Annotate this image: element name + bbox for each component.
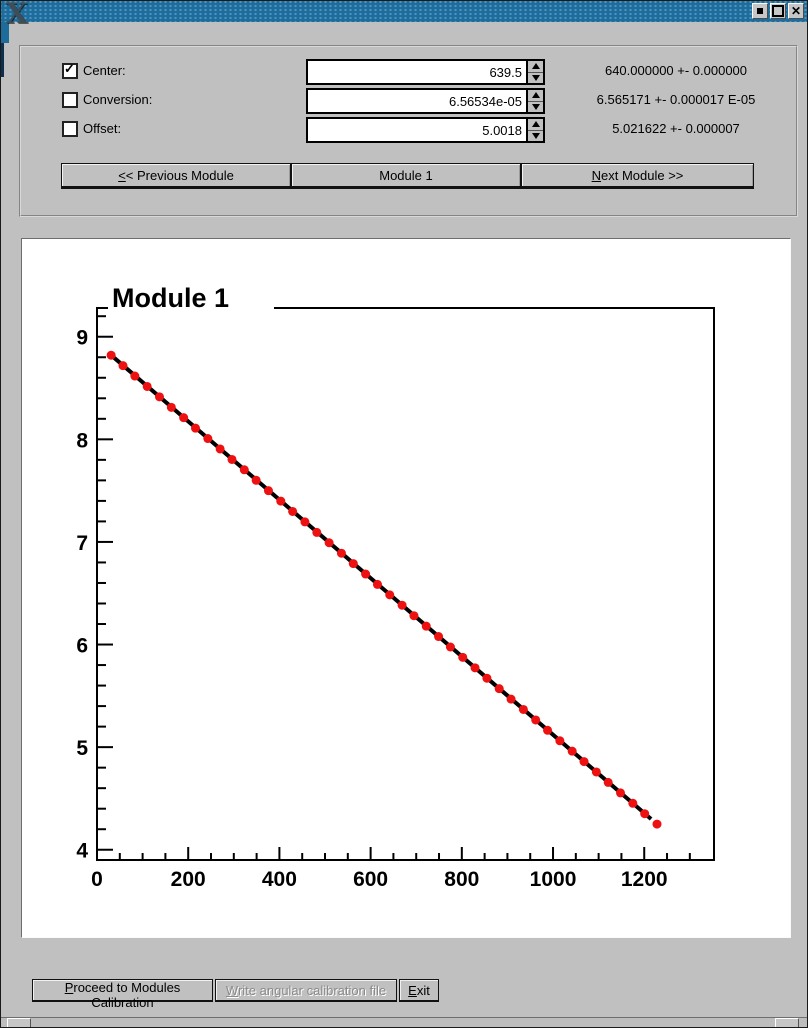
svg-text:1200: 1200 [620, 868, 668, 891]
spin-up-icon [532, 92, 540, 98]
offset-value-input[interactable] [308, 119, 526, 141]
svg-text:0: 0 [91, 868, 103, 891]
button-label: ext Module >> [601, 167, 684, 183]
left-edge-decoration [1, 43, 4, 77]
button-label: E [408, 982, 417, 998]
spin-up-button[interactable] [528, 90, 543, 101]
calibration-plot-canvas [21, 238, 791, 938]
spin-down-button[interactable] [528, 101, 543, 113]
svg-text:200: 200 [170, 868, 206, 891]
close-button[interactable] [788, 3, 804, 19]
spin-up-icon [532, 63, 540, 69]
spin-up-icon [532, 121, 540, 127]
svg-text:8: 8 [76, 429, 88, 453]
center-checkbox[interactable] [62, 63, 78, 79]
svg-text:1000: 1000 [529, 868, 577, 891]
spin-down-icon [532, 104, 540, 110]
spin-up-button[interactable] [528, 61, 543, 72]
button-label: P [64, 980, 74, 995]
conversion-fit-result: 6.565171 +- 0.000017 E-05 [596, 92, 756, 107]
svg-text:Module 1: Module 1 [112, 283, 230, 313]
title-bar[interactable] [1, 0, 807, 30]
svg-text:6: 6 [76, 634, 88, 658]
spin-up-button[interactable] [528, 119, 543, 130]
resize-grip-left[interactable] [7, 1018, 31, 1028]
svg-text:5: 5 [76, 737, 88, 761]
svg-text:7: 7 [76, 531, 88, 555]
maximize-button[interactable] [770, 3, 786, 19]
conversion-row [21, 88, 796, 110]
offset-fit-result: 5.021622 +- 0.000007 [612, 121, 740, 136]
spin-down-button[interactable] [528, 72, 543, 84]
offset-label: Offset: [83, 121, 122, 136]
offset-checkbox[interactable] [62, 121, 78, 137]
status-strip [1, 1017, 807, 1027]
button-label: W [225, 982, 238, 998]
resize-grip-right[interactable] [775, 1018, 799, 1028]
center-fit-result: 640.000000 +- 0.000000 [604, 63, 748, 78]
spin-down-icon [532, 133, 540, 139]
checkmark-icon: ✓ [64, 61, 75, 76]
window-controls [752, 3, 804, 19]
button-label: roceed to Modules Calibration [73, 980, 181, 1010]
button-label: < Previous Module [125, 167, 234, 183]
button-label: < [118, 167, 126, 183]
close-icon: ✕ [790, 4, 802, 18]
offset-spinbox [306, 117, 545, 143]
button-label: xit [416, 982, 430, 998]
center-spinbox [306, 59, 545, 85]
minimize-button[interactable] [752, 3, 768, 19]
offset-row [21, 117, 796, 139]
center-spin-arrows [526, 61, 543, 83]
conversion-spinbox [306, 88, 545, 114]
next-module-button[interactable] [521, 163, 754, 189]
maximize-icon [772, 5, 784, 17]
conversion-value-input[interactable] [308, 90, 526, 112]
module-calibration-chart [22, 239, 790, 937]
previous-module-button[interactable] [61, 163, 291, 189]
conversion-spin-arrows [526, 90, 543, 112]
minimize-icon [757, 8, 763, 14]
svg-text:600: 600 [353, 868, 389, 891]
svg-text:9: 9 [76, 326, 88, 350]
exit-button[interactable] [399, 979, 439, 1002]
write-angular-calibration-file-button [215, 979, 397, 1002]
button-label: N [591, 167, 601, 183]
x11-logo-icon: X [6, 0, 28, 30]
svg-text:800: 800 [444, 868, 480, 891]
offset-spin-arrows [526, 119, 543, 141]
svg-text:400: 400 [261, 868, 297, 891]
current-module-button[interactable] [291, 163, 521, 189]
conversion-checkbox[interactable] [62, 92, 78, 108]
center-value-input[interactable] [308, 61, 526, 83]
button-label: Module 1 [379, 167, 433, 183]
center-row [21, 59, 796, 81]
calibration-parameters-panel [19, 45, 798, 217]
proceed-to-modules-calibration-button[interactable] [32, 979, 213, 1010]
center-label: Center: [83, 63, 126, 78]
spin-down-button[interactable] [528, 130, 543, 142]
button-label: rite angular calibration file [237, 982, 387, 998]
conversion-label: Conversion: [83, 92, 153, 107]
spin-down-icon [532, 75, 540, 81]
svg-text:4: 4 [76, 839, 88, 863]
